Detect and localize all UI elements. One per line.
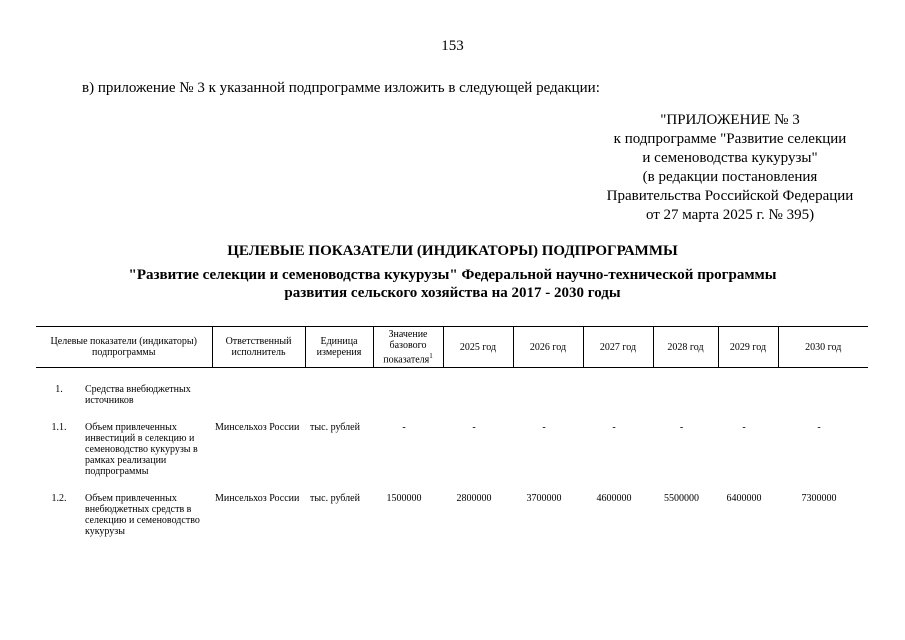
appendix-line: и семеноводства кукурузы": [642, 150, 818, 166]
appendix-line: от 27 марта 2025 г. № 395): [645, 207, 815, 223]
document-title: ЦЕЛЕВЫЕ ПОКАЗАТЕЛИ (ИНДИКАТОРЫ) ПОДПРОГРАММЫ: [227, 243, 678, 259]
header-2029: 2029 год: [718, 327, 778, 368]
row-2027: -: [612, 422, 616, 434]
header-base: [373, 327, 443, 368]
row-unit: тыс. рублей: [310, 422, 360, 434]
subtitle-line: "Развитие селекции и семеноводства кукурузы" Федеральной научно-технической программы: [128, 267, 777, 283]
row-2030: -: [817, 422, 821, 434]
row-name: Объем привлеченных внебюджетных средств в селекцию и семеноводство кукурузы: [85, 493, 200, 538]
row-2026: -: [542, 422, 546, 434]
row-2029: -: [742, 422, 746, 434]
row-number: 1.: [55, 384, 63, 396]
table-header-row: [36, 327, 868, 368]
header-base-label: Значение базового показателя: [383, 329, 430, 366]
row-number: 1.1.: [51, 422, 67, 434]
row-2027: 4600000: [596, 493, 632, 505]
header-2026: 2026 год: [513, 327, 583, 368]
table-row: [36, 477, 868, 537]
appendix-block: [560, 111, 900, 225]
table-row: [36, 406, 868, 477]
header-2027: 2027 год: [583, 327, 653, 368]
row-name: Объем привлеченных инвестиций в селекцию и семеноводство кукурузы в рамках реализации подпрограммы: [85, 422, 198, 478]
appendix-line: к подпрограмме "Развитие селекции: [613, 131, 847, 147]
indicators-table: [36, 326, 868, 537]
header-2028: 2028 год: [653, 327, 718, 368]
row-2028: -: [679, 422, 684, 434]
row-2028: 5500000: [664, 493, 699, 505]
header-indicator: Целевые показатели (индикаторы) подпрограммы: [36, 327, 212, 368]
appendix-line: (в редакции постановления: [642, 169, 818, 185]
row-unit: тыс. рублей: [310, 493, 360, 505]
header-executor: Ответственный исполнитель: [212, 327, 305, 368]
row-number: 1.2.: [51, 493, 67, 505]
appendix-line: Правительства Российской Федерации: [606, 188, 854, 204]
document-subtitle: [100, 266, 805, 302]
subtitle-line: развития сельского хозяйства на 2017 - 2030 годы: [284, 285, 621, 301]
row-executor: Минсельхоз России: [215, 493, 300, 505]
table-row: [36, 368, 868, 407]
row-base: 1500000: [386, 493, 422, 505]
row-executor: Минсельхоз России: [215, 422, 300, 434]
row-2026: 3700000: [526, 493, 562, 505]
header-2025: 2025 год: [443, 327, 513, 368]
row-2025: -: [472, 422, 476, 434]
row-base: -: [402, 422, 406, 434]
row-2029: 6400000: [726, 493, 762, 505]
appendix-line: "ПРИЛОЖЕНИЕ № 3: [660, 112, 800, 128]
row-name: Средства внебюджетных источников: [85, 384, 191, 407]
footnote-marker: 1: [429, 352, 433, 360]
page-number: 153: [441, 38, 464, 54]
header-unit: Единица измерения: [305, 327, 373, 368]
row-2025: 2800000: [456, 493, 492, 505]
header-2030: 2030 год: [778, 327, 868, 368]
row-2030: 7300000: [801, 493, 837, 505]
intro-text: в) приложение № 3 к указанной подпрограмме изложить в следующей редакции:: [82, 80, 600, 96]
